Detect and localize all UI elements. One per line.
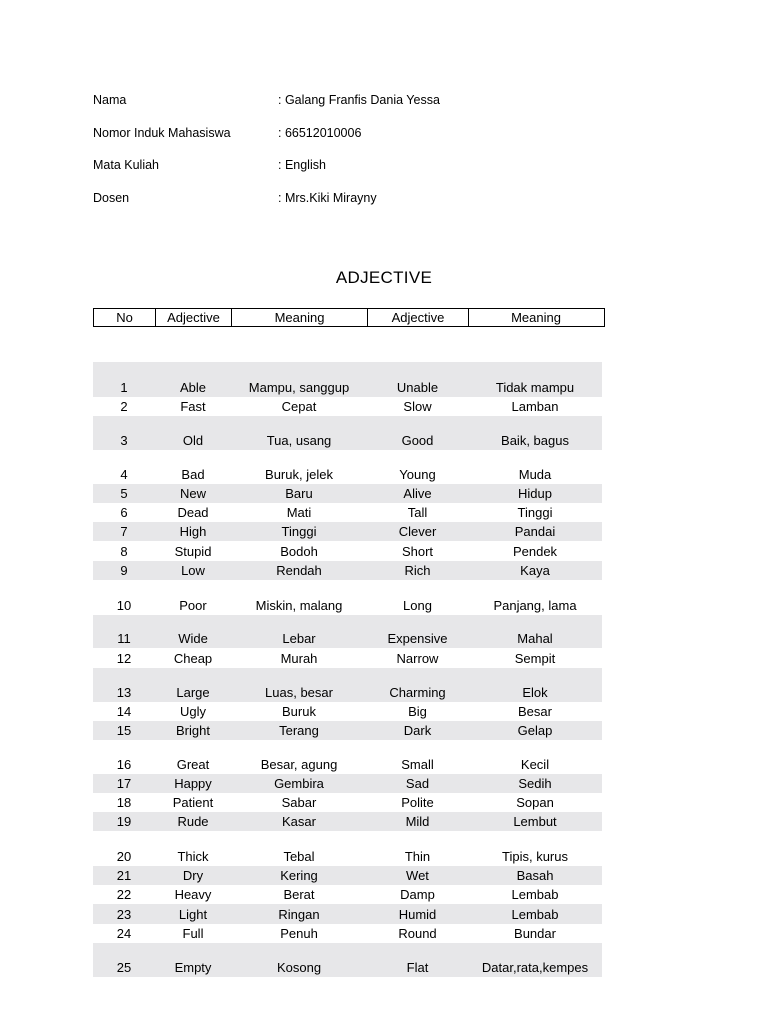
cell-adjective: Fast [180,399,206,414]
cell-meaning: Tua, usang [266,433,332,448]
cell-adjective-2: Mild [405,814,430,829]
table-row [93,450,602,484]
cell-adjective: Poor [179,598,207,613]
info-value: : 66512010006 [278,125,362,140]
cell-meaning-2: Datar,rata,kempes [481,960,589,975]
cell-meaning: Cepat [281,399,317,414]
cell-adjective-2: Small [401,757,434,772]
table-row [93,397,602,416]
header-cell-meaning-2: Meaning [511,310,561,325]
cell-adjective-2: Long [403,598,432,613]
cell-no: 25 [116,960,132,975]
cell-no: 18 [116,795,132,810]
cell-adjective-2: Charming [389,685,446,700]
cell-adjective-2: Big [408,704,427,719]
cell-adjective-2: Dark [403,723,432,738]
cell-meaning: Mampu, sanggup [248,380,350,395]
table-row [93,793,602,812]
cell-adjective: Empty [174,960,212,975]
cell-meaning-2: Besar [518,704,552,719]
table-row [93,615,602,648]
cell-meaning: Kosong [276,960,322,975]
cell-adjective-2: Short [401,544,434,559]
cell-adjective: Old [182,433,204,448]
cell-no: 2 [120,399,128,414]
info-label: Dosen [93,190,130,205]
cell-adjective: Light [178,907,208,922]
cell-adjective-2: Rich [404,563,431,578]
cell-meaning-2: Lembab [511,907,559,922]
cell-adjective-2: Humid [398,907,437,922]
cell-adjective: Rude [177,814,209,829]
cell-no: 9 [120,563,128,578]
cell-adjective: Low [181,563,205,578]
cell-meaning: Sabar [281,795,317,810]
cell-no: 15 [116,723,132,738]
info-value: : English [278,158,326,172]
cell-no: 24 [116,926,132,941]
cell-no: 7 [120,524,128,539]
cell-adjective-2: Sad [405,776,430,791]
cell-meaning-2: Sempit [514,651,556,666]
cell-no: 4 [120,467,128,482]
header-cell-no: No [94,309,156,326]
cell-meaning-2: Muda [518,467,552,482]
cell-adjective-2: Wet [406,868,429,883]
cell-adjective: Bright [176,723,210,738]
cell-meaning-2: Kaya [520,563,550,578]
header-cell-adjective-2: Adjective [368,309,469,326]
cell-meaning-2: Gelap [517,723,553,738]
info-label: Mata Kuliah [93,158,160,172]
table-row [93,885,602,904]
header-cell-adjective: Adjective [156,309,232,326]
cell-no: 5 [120,486,128,501]
table-row [93,648,602,668]
cell-meaning-2: Elok [522,685,548,700]
cell-no: 22 [116,887,132,902]
cell-adjective: Heavy [174,887,212,902]
info-value: : Galang Franfis Dania Yessa [278,93,440,107]
cell-meaning-2: Tipis, kurus [502,849,568,864]
cell-adjective: Wide [178,631,208,646]
cell-no: 16 [116,757,132,772]
cell-no: 8 [120,544,128,559]
cell-meaning-2: Lembut [513,814,557,829]
cell-meaning-2: Panjang, lama [493,598,577,613]
table-row [93,774,602,793]
cell-meaning-2: Tidak mampu [495,380,575,395]
cell-adjective: Happy [174,776,212,791]
cell-no: 3 [120,433,128,448]
cell-meaning: Kasar [282,814,316,829]
cell-adjective: Able [179,380,207,395]
table-header [93,308,605,327]
cell-adjective-2: Young [399,467,436,482]
table-row [93,740,602,774]
cell-no: 21 [116,868,132,883]
cell-adjective-2: Alive [403,486,432,501]
table-row [93,702,602,721]
cell-meaning: Miskin, malang [255,598,343,613]
cell-meaning-2: Basah [516,868,554,883]
cell-adjective: Large [176,685,210,700]
cell-meaning: Ringan [278,907,320,922]
table-row [93,812,602,831]
cell-meaning: Baru [285,486,313,501]
table-row [93,503,602,522]
cell-meaning: Besar, agung [260,757,338,772]
cell-meaning-2: Sedih [518,776,552,791]
cell-meaning-2: Sopan [516,795,554,810]
cell-meaning-2: Hidup [518,486,552,501]
cell-meaning: Tebal [283,849,315,864]
cell-adjective-2: Flat [406,960,429,975]
cell-meaning: Gembira [274,776,324,791]
table-row [93,943,602,977]
cell-no: 23 [116,907,132,922]
cell-meaning-2: Mahal [517,631,553,646]
info-value: : Mrs.Kiki Mirayny [278,190,377,205]
cell-adjective: Dry [182,868,204,883]
cell-adjective: Dead [177,505,209,520]
cell-adjective: Bad [181,467,205,482]
cell-no: 13 [116,685,132,700]
cell-meaning-2: Pandai [514,524,556,539]
cell-meaning-2: Pendek [512,544,558,559]
cell-adjective: Great [176,757,210,772]
cell-meaning: Buruk, jelek [265,467,333,482]
cell-adjective-2: Polite [401,795,434,810]
table-row [93,924,602,943]
cell-adjective-2: Damp [400,887,435,902]
table-row [93,831,602,866]
cell-adjective: Ugly [179,704,206,719]
table-row [93,416,602,450]
info-label: Nama [93,93,127,107]
cell-no: 1 [120,380,128,395]
cell-adjective-2: Narrow [396,651,439,666]
info-label: Nomor Induk Mahasiswa [93,125,231,140]
cell-adjective-2: Thin [404,849,431,864]
table-row [93,721,602,740]
cell-adjective-2: Expensive [387,631,448,646]
cell-meaning: Kering [280,868,318,883]
cell-adjective-2: Round [398,926,437,941]
table-row [93,522,602,541]
table-row [93,362,602,397]
cell-no: 6 [120,505,128,520]
table-row [93,484,602,503]
cell-meaning: Tinggi [281,524,317,539]
cell-meaning: Luas, besar [265,685,333,700]
cell-adjective: Patient [172,795,214,810]
cell-adjective: Thick [177,849,209,864]
cell-adjective: Stupid [174,544,212,559]
cell-meaning-2: Tinggi [517,505,553,520]
cell-adjective: High [179,524,207,539]
cell-adjective: Full [182,926,204,941]
cell-meaning: Mati [286,505,312,520]
table-row [93,668,602,702]
table-row [93,561,602,580]
header-cell-meaning: Meaning [232,309,368,326]
cell-meaning-2: Lembab [511,887,559,902]
cell-meaning-2: Kecil [520,757,550,772]
cell-adjective-2: Good [401,433,434,448]
cell-no: 14 [116,704,132,719]
cell-meaning: Terang [279,723,319,738]
cell-meaning: Lebar [282,631,316,646]
cell-adjective-2: Clever [398,524,437,539]
cell-adjective: New [179,486,206,501]
cell-adjective-2: Unable [396,380,439,395]
cell-meaning-2: Bundar [514,926,556,941]
cell-meaning: Berat [283,887,315,902]
page-title: ADJECTIVE [335,268,433,287]
cell-meaning: Penuh [280,926,318,941]
cell-meaning-2: Baik, bagus [501,433,569,448]
cell-adjective: Cheap [173,651,213,666]
cell-meaning: Buruk [282,704,316,719]
cell-no: 17 [116,776,132,791]
table-row [93,866,602,885]
cell-no: 11 [117,631,131,646]
cell-no: 19 [116,814,132,829]
cell-no: 20 [116,849,132,864]
cell-adjective-2: Tall [407,505,428,520]
cell-adjective-2: Slow [403,399,432,414]
table-row [93,541,602,561]
cell-no: 12 [116,651,132,666]
cell-meaning: Bodoh [280,544,318,559]
table-row [93,904,602,924]
table-row [93,580,602,615]
cell-no: 10 [116,598,132,613]
cell-meaning-2: Lamban [511,399,559,414]
cell-meaning: Rendah [276,563,322,578]
cell-meaning: Murah [280,651,318,666]
